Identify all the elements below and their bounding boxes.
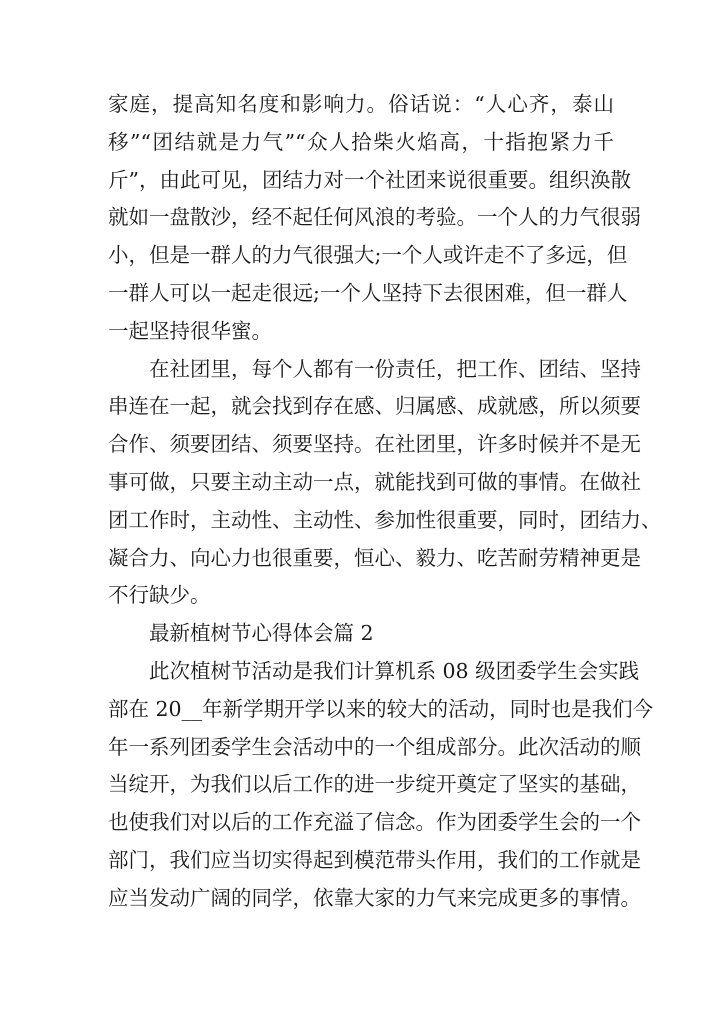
paragraph-line: 应当发动广阔的同学，依靠大家的力气来完成更多的事情。: [108, 885, 641, 910]
paragraph-line: 一起坚持很华蜜。: [108, 318, 272, 343]
section-heading: 最新植树节心得体会篇 2: [149, 621, 374, 646]
document-body: [108, 86, 662, 918]
paragraph-line: 凝合力、向心力也很重要，恒心、毅力、吃苦耐劳精神更是: [108, 545, 641, 570]
paragraph-line: 家庭，提高知名度和影响力。俗话说：“人心齐，泰山: [108, 92, 614, 116]
paragraph-line: 年一系列团委学生会活动中的一个组成部分。此次活动的顺: [108, 734, 641, 759]
paragraph-line: 部门，我们应当切实得起到模范带头作用，我们的工作就是: [108, 847, 641, 872]
paragraph-line: 串连在一起，就会找到存在感、归属感、成就感，所以须要: [108, 394, 641, 419]
paragraph-line: 团工作时，主动性、主动性、参加性很重要，同时，团结力、: [108, 507, 662, 532]
paragraph-line: 当绽开，为我们以后工作的进一步绽开奠定了坚实的基础，: [108, 772, 641, 797]
paragraph-line: 在社团里，每个人都有一份责任，把工作、团结、坚持: [149, 356, 641, 381]
paragraph-line: 不行缺少。: [108, 583, 211, 608]
paragraph-line: 事可做，只要主动主动一点，就能找到可做的事情。在做社: [108, 469, 641, 494]
paragraph-line: 此次植树节活动是我们计算机系 08 级团委学生会实践: [149, 658, 640, 683]
paragraph-line: 小，但是一群人的力气很强大;一个人或许走不了多远，但: [108, 243, 628, 268]
paragraph-line: 斤”，由此可见，团结力对一个社团来说很重要。组织涣散: [108, 167, 631, 192]
paragraph-line: 也使我们对以后的工作充溢了信念。作为团委学生会的一个: [108, 810, 641, 835]
paragraph-line: 移”“团结就是力气”“众人拾柴火焰高，十指抱紧力千: [108, 129, 614, 154]
paragraph-line: 部在 20__年新学期开学以来的较大的活动，同时也是我们今: [108, 696, 654, 721]
paragraph-line: 就如一盘散沙，经不起任何风浪的考验。一个人的力气很弱: [108, 205, 641, 230]
paragraph-line: 一群人可以一起走很远;一个人坚持下去很困难，但一群人: [108, 280, 628, 305]
paragraph-line: 合作、须要团结、须要坚持。在社团里，许多时候并不是无: [108, 432, 641, 457]
